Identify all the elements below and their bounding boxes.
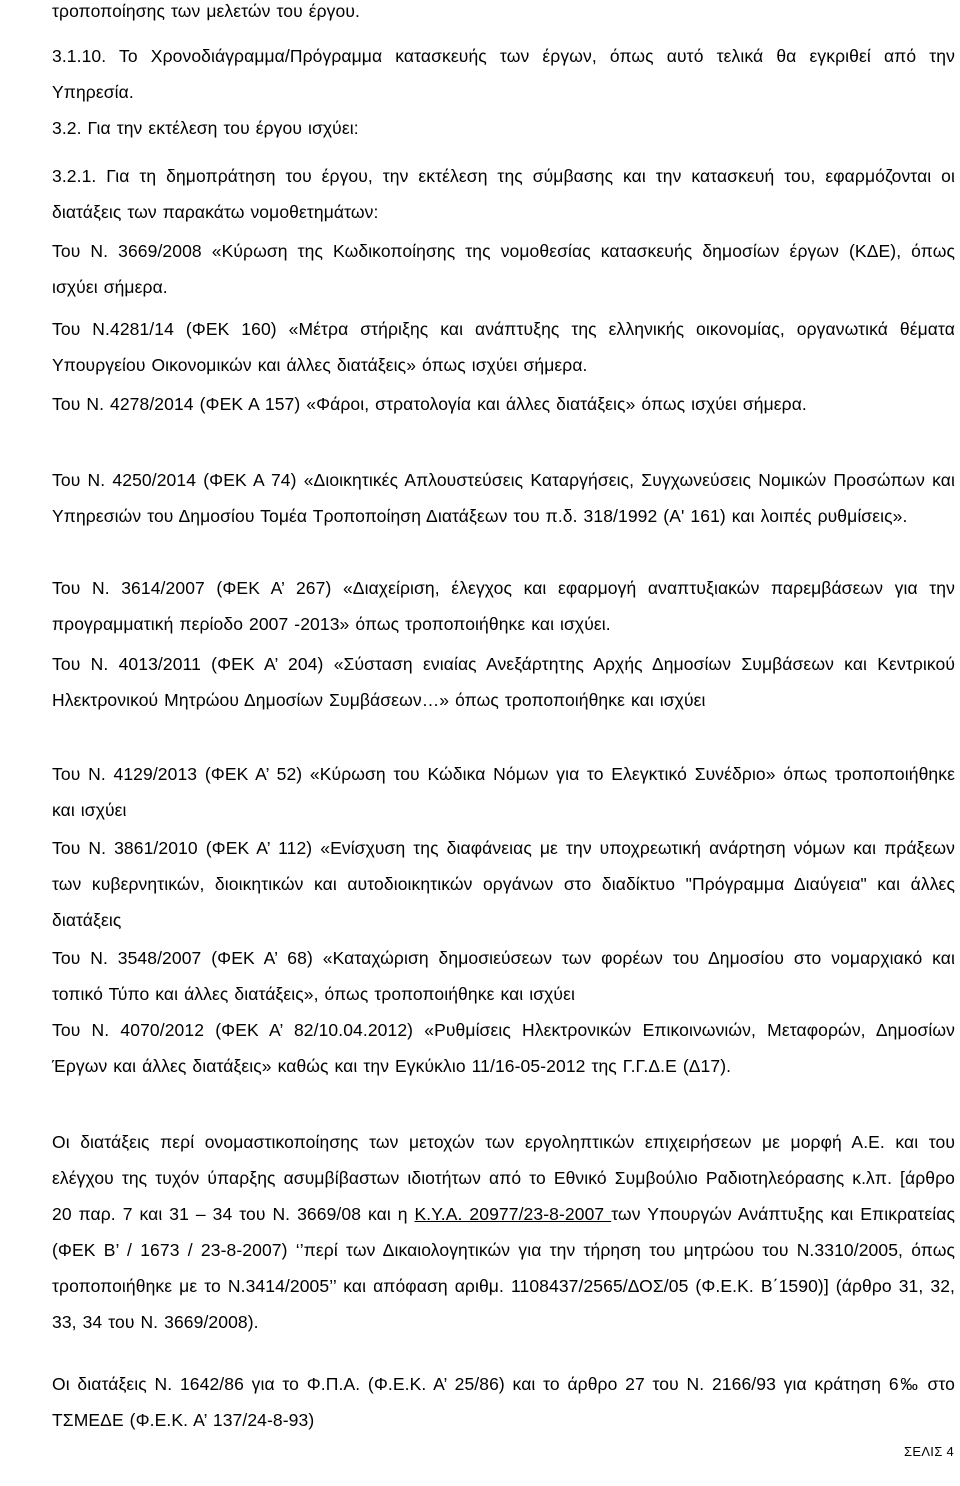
paragraph-3-2-1: 3.2.1. Για τη δημοπράτηση του έργου, την εκτέλεση της σύμβασης και την κατασκευή του, εφαρμόζονται οι διατάξεις των παρακάτω νομοθετημάτων: <box>52 166 955 222</box>
paragraph-shares-registration <box>52 1124 955 1340</box>
law-4250-2014: Του Ν. 4250/2014 (ΦΕΚ Α 74) «Διοικητικές Απλουστεύσεις Καταργήσεις, Συγχωνεύσεις Νομικών Προσώπων και Υπηρεσιών του Δημοσίου Τομέα Τροποποίηση Διατάξεων του π.δ. 318/1992 (Α' 161) και λοιπές ρυθμίσεις». <box>52 470 955 526</box>
paragraph-3-2: 3.2. Για την εκτέλεση του έργου ισχύει: <box>52 118 359 138</box>
paragraph-intro-continuation: τροποποίησης των μελετών του έργου. <box>52 1 360 21</box>
law-3669-2008: Του Ν. 3669/2008 «Κύρωση της Κωδικοποίησης της νομοθεσίας κατασκευής δημοσίων έργων (ΚΔΕ), όπως ισχύει σήμερα. <box>52 241 955 297</box>
law-4278-2014: Του Ν. 4278/2014 (ΦΕΚ Α 157) «Φάροι, στρατολογία και άλλες διατάξεις» όπως ισχύει σήμερα. <box>52 394 807 414</box>
kya-reference-underlined: Κ.Υ.Α. 20977/23-8-2007 <box>414 1204 612 1224</box>
law-4281-14: Του Ν.4281/14 (ΦΕΚ 160) «Μέτρα στήριξης και ανάπτυξης της ελληνικής οικονομίας, οργανωτικά θέματα Υπουργείου Οικονομικών και άλλες διατάξεις» όπως ισχύει σήμερα. <box>52 319 955 375</box>
paragraph-vat-provisions: Οι διατάξεις Ν. 1642/86 για το Φ.Π.Α. (Φ.Ε.Κ. Α’ 25/86) και το άρθρο 27 του Ν. 2166/93 για κράτηση 6‰ στο ΤΣΜΕΔΕ (Φ.Ε.Κ. Α’ 137/24-8-93) <box>52 1374 955 1430</box>
law-3614-2007: Του Ν. 3614/2007 (ΦΕΚ Α’ 267) «Διαχείριση, έλεγχος και εφαρμογή αναπτυξιακών παρεμβάσεων για την προγραμματική περίοδο 2007 -2013» όπως τροποποιήθηκε και ισχύει. <box>52 578 955 634</box>
text-segment: των Υπουργών Ανάπτυξης και Επικρατείας (ΦΕΚ Β’ / 1673 / 23-8-2007) ‘’περί των Δικαιολογητικών για την τήρηση του μητρώου του Ν.3310/2005, όπως τροποποιήθηκε με το Ν.3414/2005’’ και απόφαση αριθμ. 1108437/2565/ΔΟΣ/05 (Φ.Ε.Κ. Β΄1590)] (άρθρο 31, 32, 33, 34 του Ν. 3669/2008). <box>52 1204 955 1332</box>
text-segment: Οι διατάξεις περί ονομαστικοποίησης των μετοχών των εργοληπτικών επιχειρήσεων με μορφή Α.Ε. και του ελέγχου της τυχόν ύπαρξης ασυμβίβαστων ιδιοτήτων από το Εθνικό Συμβούλιο Ραδιοτηλεόρασης κ.λπ. [άρθρο 20 παρ. 7 και 31 – 34 του Ν. 3669/08 και η <box>52 1132 955 1224</box>
law-4070-2012: Του Ν. 4070/2012 (ΦΕΚ Α’ 82/10.04.2012) «Ρυθμίσεις Ηλεκτρονικών Επικοινωνιών, Μεταφορών, Δημοσίων Έργων και άλλες διατάξεις» καθώς και την Εγκύκλιο 11/16-05-2012 της Γ.Γ.Δ.Ε (Δ17). <box>52 1020 955 1076</box>
law-3548-2007: Του Ν. 3548/2007 (ΦΕΚ Α’ 68) «Καταχώριση δημοσιεύσεων των φορέων του Δημοσίου στο νομαρχιακό και τοπικό Τύπο και άλλες διατάξεις», όπως τροποποιήθηκε και ισχύει <box>52 948 955 1004</box>
paragraph-3-1-10: 3.1.10. Το Χρονοδιάγραμμα/Πρόγραμμα κατασκευής των έργων, όπως αυτό τελικά θα εγκριθεί από την Υπηρεσία. <box>52 46 955 102</box>
page-number-footer: ΣΕΛΙΣ 4 <box>904 1444 954 1459</box>
law-4013-2011: Του Ν. 4013/2011 (ΦΕΚ Α’ 204) «Σύσταση ενιαίας Ανεξάρτητης Αρχής Δημοσίων Συμβάσεων και Κεντρικού Ηλεκτρονικού Μητρώου Δημοσίων Συμβάσεων…» όπως τροποποιήθηκε και ισχύει <box>52 654 955 710</box>
law-3861-2010: Του Ν. 3861/2010 (ΦΕΚ Α’ 112) «Ενίσχυση της διαφάνειας με την υποχρεωτική ανάρτηση νόμων και πράξεων των κυβερνητικών, διοικητικών και αυτοδιοικητικών οργάνων στο διαδίκτυο "Πρόγραμμα Διαύγεια" και άλλες διατάξεις <box>52 838 955 930</box>
law-4129-2013: Του Ν. 4129/2013 (ΦΕΚ Α’ 52) «Κύρωση του Κώδικα Νόμων για το Ελεγκτικό Συνέδριο» όπως τροποποιήθηκε και ισχύει <box>52 764 955 820</box>
